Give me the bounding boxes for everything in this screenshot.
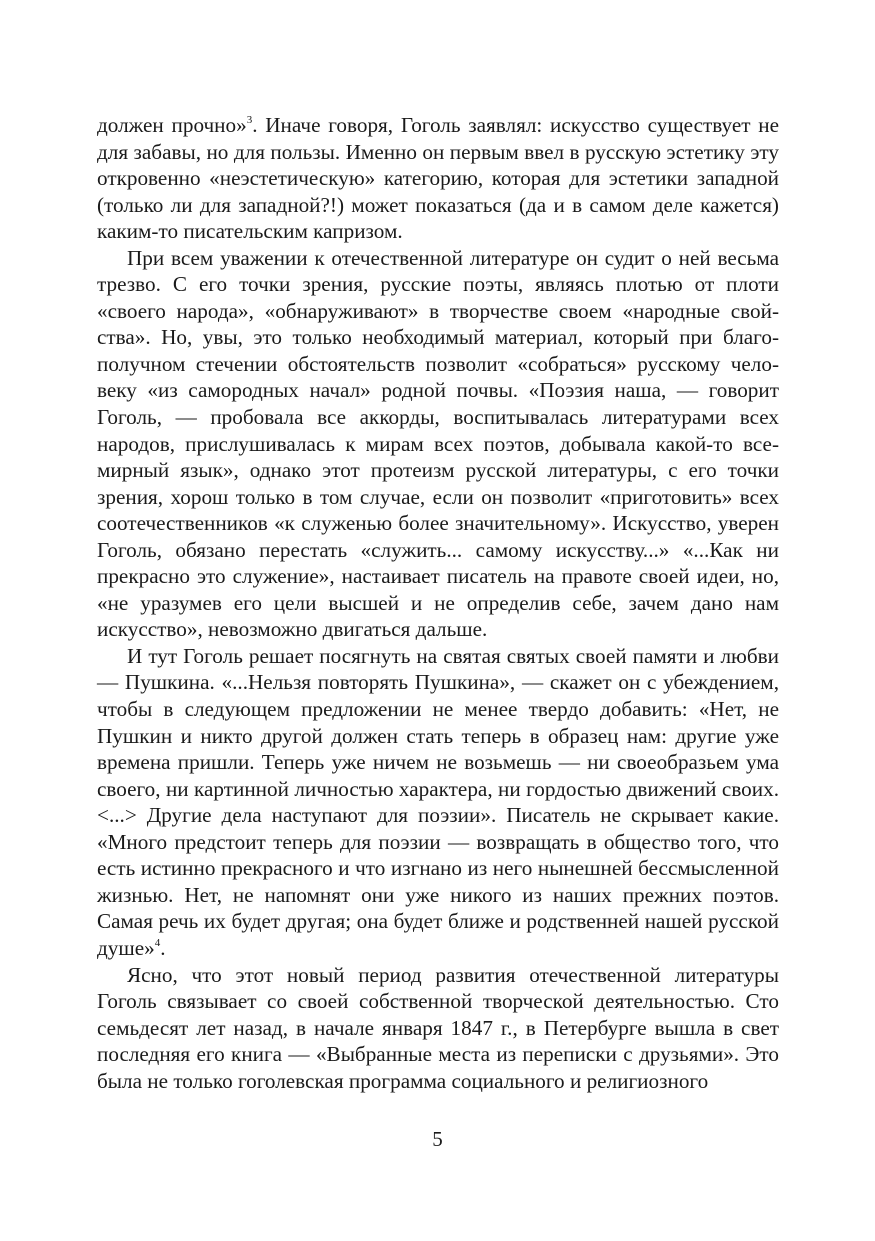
- page-number: 5: [432, 1127, 443, 1151]
- paragraph-4: [97, 962, 779, 1095]
- text-run: . Иначе говоря, Гоголь заявлял: искусство существует не для забавы, но для пользы. Именно он первым ввел в русскую эстетику эту откровенно «неэстетическую» категорию, которая для эстетики западной (только ли для западной?!) может показаться (да и в самом деле кажется) каким-то писательским капризом.: [97, 113, 779, 244]
- text-run: Ясно, что этот новый период развития отечественной литературы Гоголь связывает со своей собственной творческой деятельностью. Сто семьдесят лет назад, в начале января 1847 г., в Петербурге вышла в свет последняя его книга — «Выбранные места из переписки с друзьями». Это была не только гоголевская программа социального и религиозного: [97, 962, 779, 1093]
- body-text: [97, 112, 779, 1094]
- text-run: При всем уважении к отечественной литературе он судит о ней весьма трезво. С его точки зрения, русские поэты, являясь плотью от плоти «своего народа», «обнаруживают» в творчестве своем «народные свойства». Но, увы, это только необходимый материал, который при благополучном стечении обстоятельств позволит «собраться» русскому человеку «из самородных начал» родной почвы. «Поэзия наша, — говорит Гоголь, — пробовала все аккорды, воспитывалась литературами всех народов, прислушивалась к мирам всех поэтов, добывала какой-то всемирный язык», однако этот протеизм русской литературы, с его точки зрения, хорош только в том случае, если он позволит «приготовить» всех соотечественников «к служенью более значительному». Искусство, уверен Гоголь, обязано перестать «служить... самому искусству...» «...Как ни прекрасно это служение», настаивает писатель на правоте своей идеи, но, «не уразумев его цели высшей и не определив себе, зачем дано нам искусство», невозможно двигаться дальше.: [97, 245, 779, 642]
- text-run: .: [160, 935, 166, 960]
- paragraph-3: [97, 643, 779, 962]
- text-run: И тут Гоголь решает посягнуть на святая святых своей памяти и любви — Пушкина. «...Нельзя повторять Пушкина», — скажет он с убеждением, чтобы в следующем предложении не менее твердо добавить: «Нет, не Пушкин и никто другой должен стать теперь в образец нам: другие уже времена пришли. Теперь уже ничем не возьмешь — ни своеобразьем ума своего, ни картинной личностью характера, ни гордостью движений своих. <...> Другие дела наступают для поэзии». Писатель не скрывает какие. «Много предстоит теперь для поэзии — возвращать в общество того, что есть истинно прекрасного и что изгнано из него нынешней бессмысленной жизнью. Нет, не напомнят они уже никого из наших прежних поэтов. Самая речь их будет другая; она будет ближе и родственней нашей русской душе»: [97, 643, 779, 960]
- footnote-marker-4[interactable]: 4: [154, 936, 161, 949]
- paragraph-1: [97, 112, 779, 245]
- footnote-marker-3[interactable]: 3: [246, 114, 253, 126]
- text-run: должен прочно»: [97, 113, 247, 137]
- paragraph-2: [97, 245, 779, 643]
